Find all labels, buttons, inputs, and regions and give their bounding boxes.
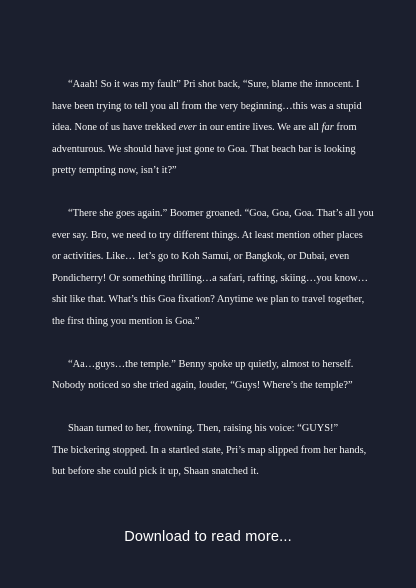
- story-text: [52, 74, 374, 504]
- paragraph-4-line-1: Shaan turned to her, frowning. Then, raising his voice: “GUYS!”: [68, 423, 339, 434]
- paragraph-1-part-c: from adventurous. We should have just gone to Goa. That beach bar is looking pretty tempting now, isn’t it?”: [52, 122, 357, 176]
- emphasis-ever: ever: [178, 122, 197, 133]
- download-link[interactable]: Download to read more...: [124, 529, 292, 545]
- paragraph-4: [52, 418, 374, 483]
- paragraph-1-part-a: “Aaah! So it was my fault” Pri shot back, “Sure, blame the innocent. I have been trying to tell you all from the very beginning…this was a stupid idea. None of us have trekked: [52, 79, 362, 133]
- paragraph-1: [52, 74, 374, 182]
- paragraph-4-line-2: The bickering stopped. In a startled state, Pri’s map slipped from her hands, but before she could pick it up, Shaan snatched it.: [52, 444, 367, 477]
- emphasis-far: far: [321, 122, 334, 133]
- paragraph-2: “There she goes again.” Boomer groaned. “Goa, Goa, Goa. That’s all you ever say. Bro, we need to try different things. At least mention other places or activities. Like… let’s go to Koh Samui, or Bangkok, or Dubai, even Pondicherry! Or something thrilling…a safari, rafting, skiing…you know…shit like that. What’s this Goa fixation? Anytime we plan to travel together, the first thing you mention is Goa.”: [52, 208, 374, 327]
- paragraph-1-part-b: in our entire lives. We are all: [196, 122, 322, 133]
- paragraph-3: “Aa…guys…the temple.” Benny spoke up quietly, almost to herself. Nobody noticed so she tried again, louder, “Guys! Where’s the temple?”: [52, 358, 354, 391]
